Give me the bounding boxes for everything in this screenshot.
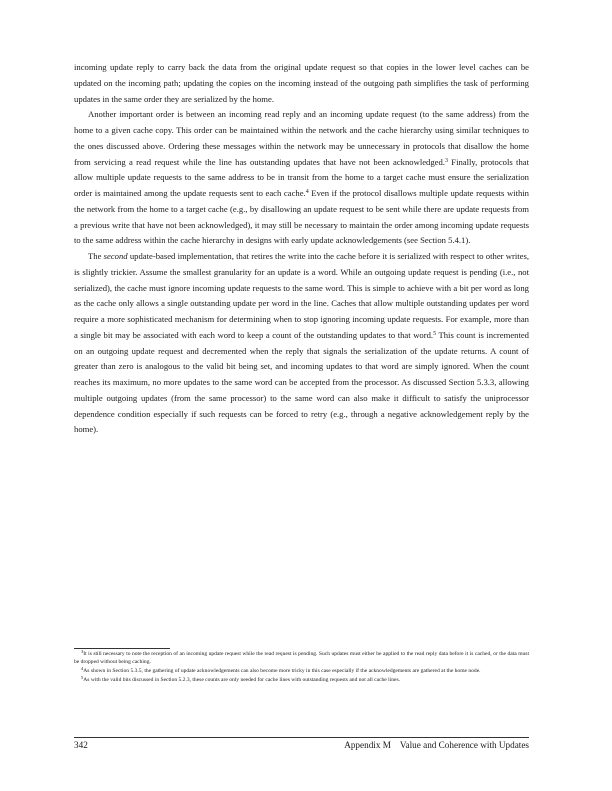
body-text <box>74 60 529 438</box>
footnote-ref-5: 5 <box>433 330 437 337</box>
paragraph <box>74 107 529 249</box>
page-number: 342 <box>74 740 88 750</box>
footnote-mark: 3 <box>81 649 84 655</box>
footnote-divider <box>74 648 170 649</box>
paragraph-text: update-based implementation, that retires the write into the cache before it is serialized with respect to other writes, is slightly trickier. Assume the smallest granularity for an update is a word. While an outgoing update request is pending (i.e., not serialized), the cache must ignore incoming update requests to the same word. This is simple to achieve with a bit per word as long as the cache only allows a single outstanding update per word in the line. Caches that allow multiple outstanding updates per word require a more sophisticated mechanism for determining when to stop ignoring incoming update requests. For example, more than a single bit may be associated with each word to keep a count of the outstanding updates to that word. <box>74 251 529 340</box>
footnote-5 <box>74 677 529 685</box>
paragraph-text: Finally, protocols that allow multiple update requests to the same address to be in transit from the home to a target cache must ensure the serialization order is maintained among the update requests sent to each cache. <box>74 156 529 198</box>
paragraph-text: Even if the protocol disallows multiple update requests within the network from the home to a target cache (e.g., by disallowing an update request to be sent while there are update requests from a previous write that have not been acknowledged), it may still be necessary to maintain the order among incoming update requests to the same address within the cache hierarchy in designs with early update acknowledgements (see Section 5.4.1). <box>74 188 529 246</box>
footnote-ref-4: 4 <box>305 189 309 195</box>
paragraph-text: The <box>88 251 104 261</box>
footnote-text: As with the valid bits discussed in Section 5.2.3, these counts are only needed for cache lines with outstanding requests and not all cache lines. <box>83 677 401 684</box>
footer-section: Appendix M <box>344 740 391 750</box>
footnote-mark: 5 <box>81 675 84 681</box>
footnote-text: As shown in Section 5.3.5, the gathering of update acknowledgements can also become more tricky in this case especially if the acknowledgements are gathered at the home node. <box>83 667 481 674</box>
paragraph-text: Another important order is between an incoming read reply and an incoming update request (to the same address) from the home to a given cache copy. This order can be maintained within the network and the cache hierarchy using similar techniques to the ones discussed above. Ordering these messages within the network may be unnecessary in protocols that disallow the home from servicing a read request while the line has outstanding updates that have not been acknowledged. <box>74 109 529 167</box>
footnote-3 <box>74 651 529 666</box>
paragraph <box>74 60 529 107</box>
paragraph-text: This count is incremented on an outgoing update request and decremented when the reply that signals the serialization of the update returns. A count of greater than zero is analogous to the valid bit being set, and incoming updates to that word are simply ignored. When the count reaches its maximum, no more updates to the same word can be accepted from the processor. As discussed Section 5.3.3, allowing multiple outgoing updates (from the same processor) to the same word can also make it difficult to satisfy the uniprocessor dependence condition especially if such requests can be forced to retry (e.g., through a negative acknowledgement reply by the home). <box>74 329 529 435</box>
paragraph-text: incoming update reply to carry back the data from the original update request so that copies in the lower level caches can be updated on the incoming path; updating the copies on the incoming instead of the outgoing path simplifies the task of performing updates in the same order they are serialized by the home. <box>74 62 529 104</box>
emphasis: second <box>103 251 128 261</box>
footnotes <box>74 651 529 686</box>
footnote-mark: 4 <box>81 666 84 672</box>
footnote-4 <box>74 668 529 676</box>
footer-title: Value and Coherence with Updates <box>399 740 529 750</box>
footnote-text: It is still necessary to note the reception of an incoming update request while the read request is pending. Such updates must either be applied to the read reply data before it is cached, or the data must be dropped without being caching. <box>74 651 529 665</box>
footnote-ref-3: 3 <box>444 157 448 164</box>
running-footer <box>344 740 529 750</box>
footer-divider <box>74 737 529 738</box>
paragraph <box>74 249 529 438</box>
